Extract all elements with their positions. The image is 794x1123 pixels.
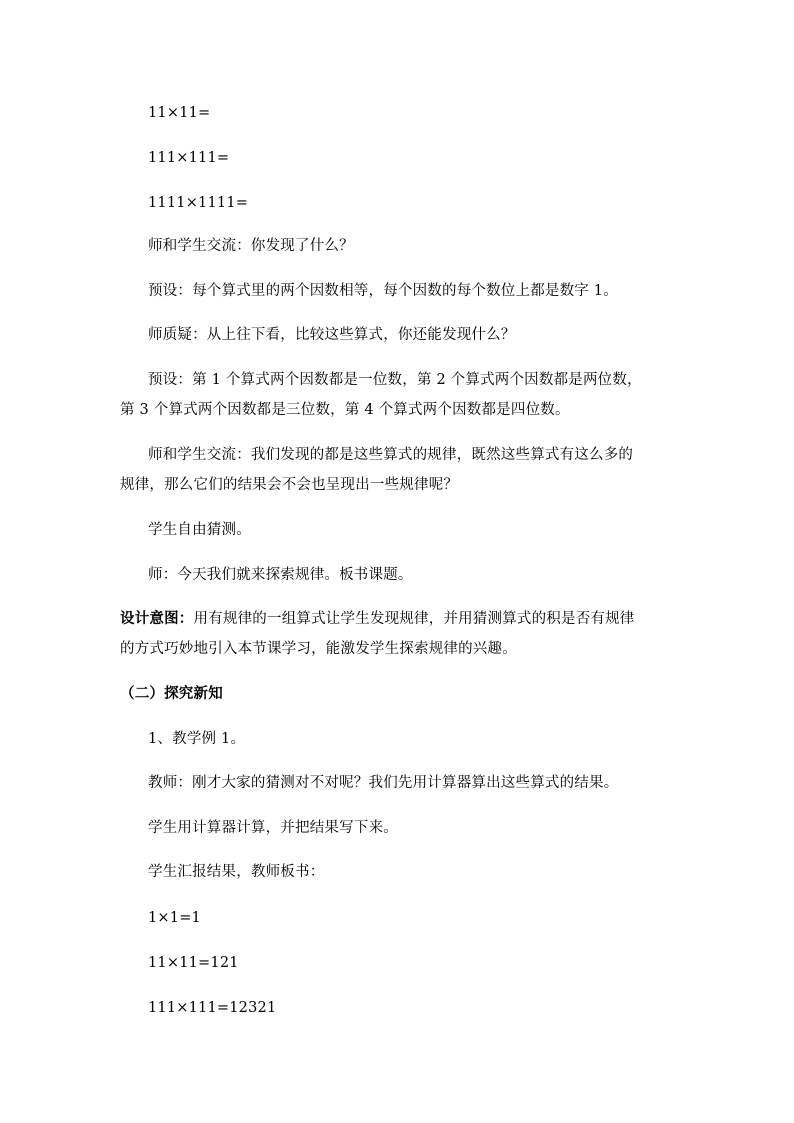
design-intent-text: 用有规律的一组算式让学生发现规律，并用猜测算式的积是否有规律 (193, 611, 635, 627)
paragraph-teacher-question: 师和学生交流：你发现了什么？ (148, 238, 354, 254)
paragraph-exchange-line-1: 师和学生交流：我们发现的都是这些算式的规律，既然这些算式有这么多的 (148, 447, 634, 463)
equation-11x11: 11×11= (148, 105, 211, 121)
result-111x111: 111×111=12321 (148, 1000, 277, 1016)
design-intent-label: 设计意图： (120, 610, 194, 627)
teaching-example-title: 1、教学例 1。 (148, 731, 246, 747)
section-heading: （二）探究新知 (120, 685, 223, 702)
result-1x1: 1×1=1 (148, 910, 201, 926)
paragraph-exchange-line-2: 规律，那么它们的结果会不会也呈现出一些规律呢？ (120, 477, 459, 493)
paragraph-student-report: 学生汇报结果，教师板书： (148, 864, 325, 880)
paragraph-preset-2-line-1: 预设：第 1 个算式两个因数都是一位数，第 2 个算式两个因数都是两位数， (148, 372, 642, 388)
paragraph-teacher-doubt: 师质疑：从上往下看，比较这些算式，你还能发现什么？ (148, 327, 516, 343)
paragraph-teacher-explore: 师：今天我们就来探索规律。板书课题。 (148, 567, 413, 583)
paragraph-preset-2-line-2: 第 3 个算式两个因数都是三位数，第 4 个算式两个因数都是四位数。 (120, 402, 570, 418)
paragraph-preset-1: 预设：每个算式里的两个因数相等，每个因数的每个数位上都是数字 1。 (148, 283, 618, 299)
paragraph-teacher-calc: 教师：刚才大家的猜测对不对呢？我们先用计算器算出这些算式的结果。 (148, 775, 619, 791)
equation-111x111: 111×111= (148, 150, 230, 166)
paragraph-student-calc: 学生用计算器计算，并把结果写下来。 (148, 820, 398, 836)
paragraph-student-guess: 学生自由猜测。 (148, 522, 251, 538)
result-11x11: 11×11=121 (148, 955, 239, 971)
equation-1111x1111: 1111×1111= (148, 195, 249, 211)
design-intent-line-2: 的方式巧妙地引入本节课学习，能激发学生探索规律的兴趣。 (120, 641, 517, 657)
design-intent-line-1 (120, 609, 635, 629)
